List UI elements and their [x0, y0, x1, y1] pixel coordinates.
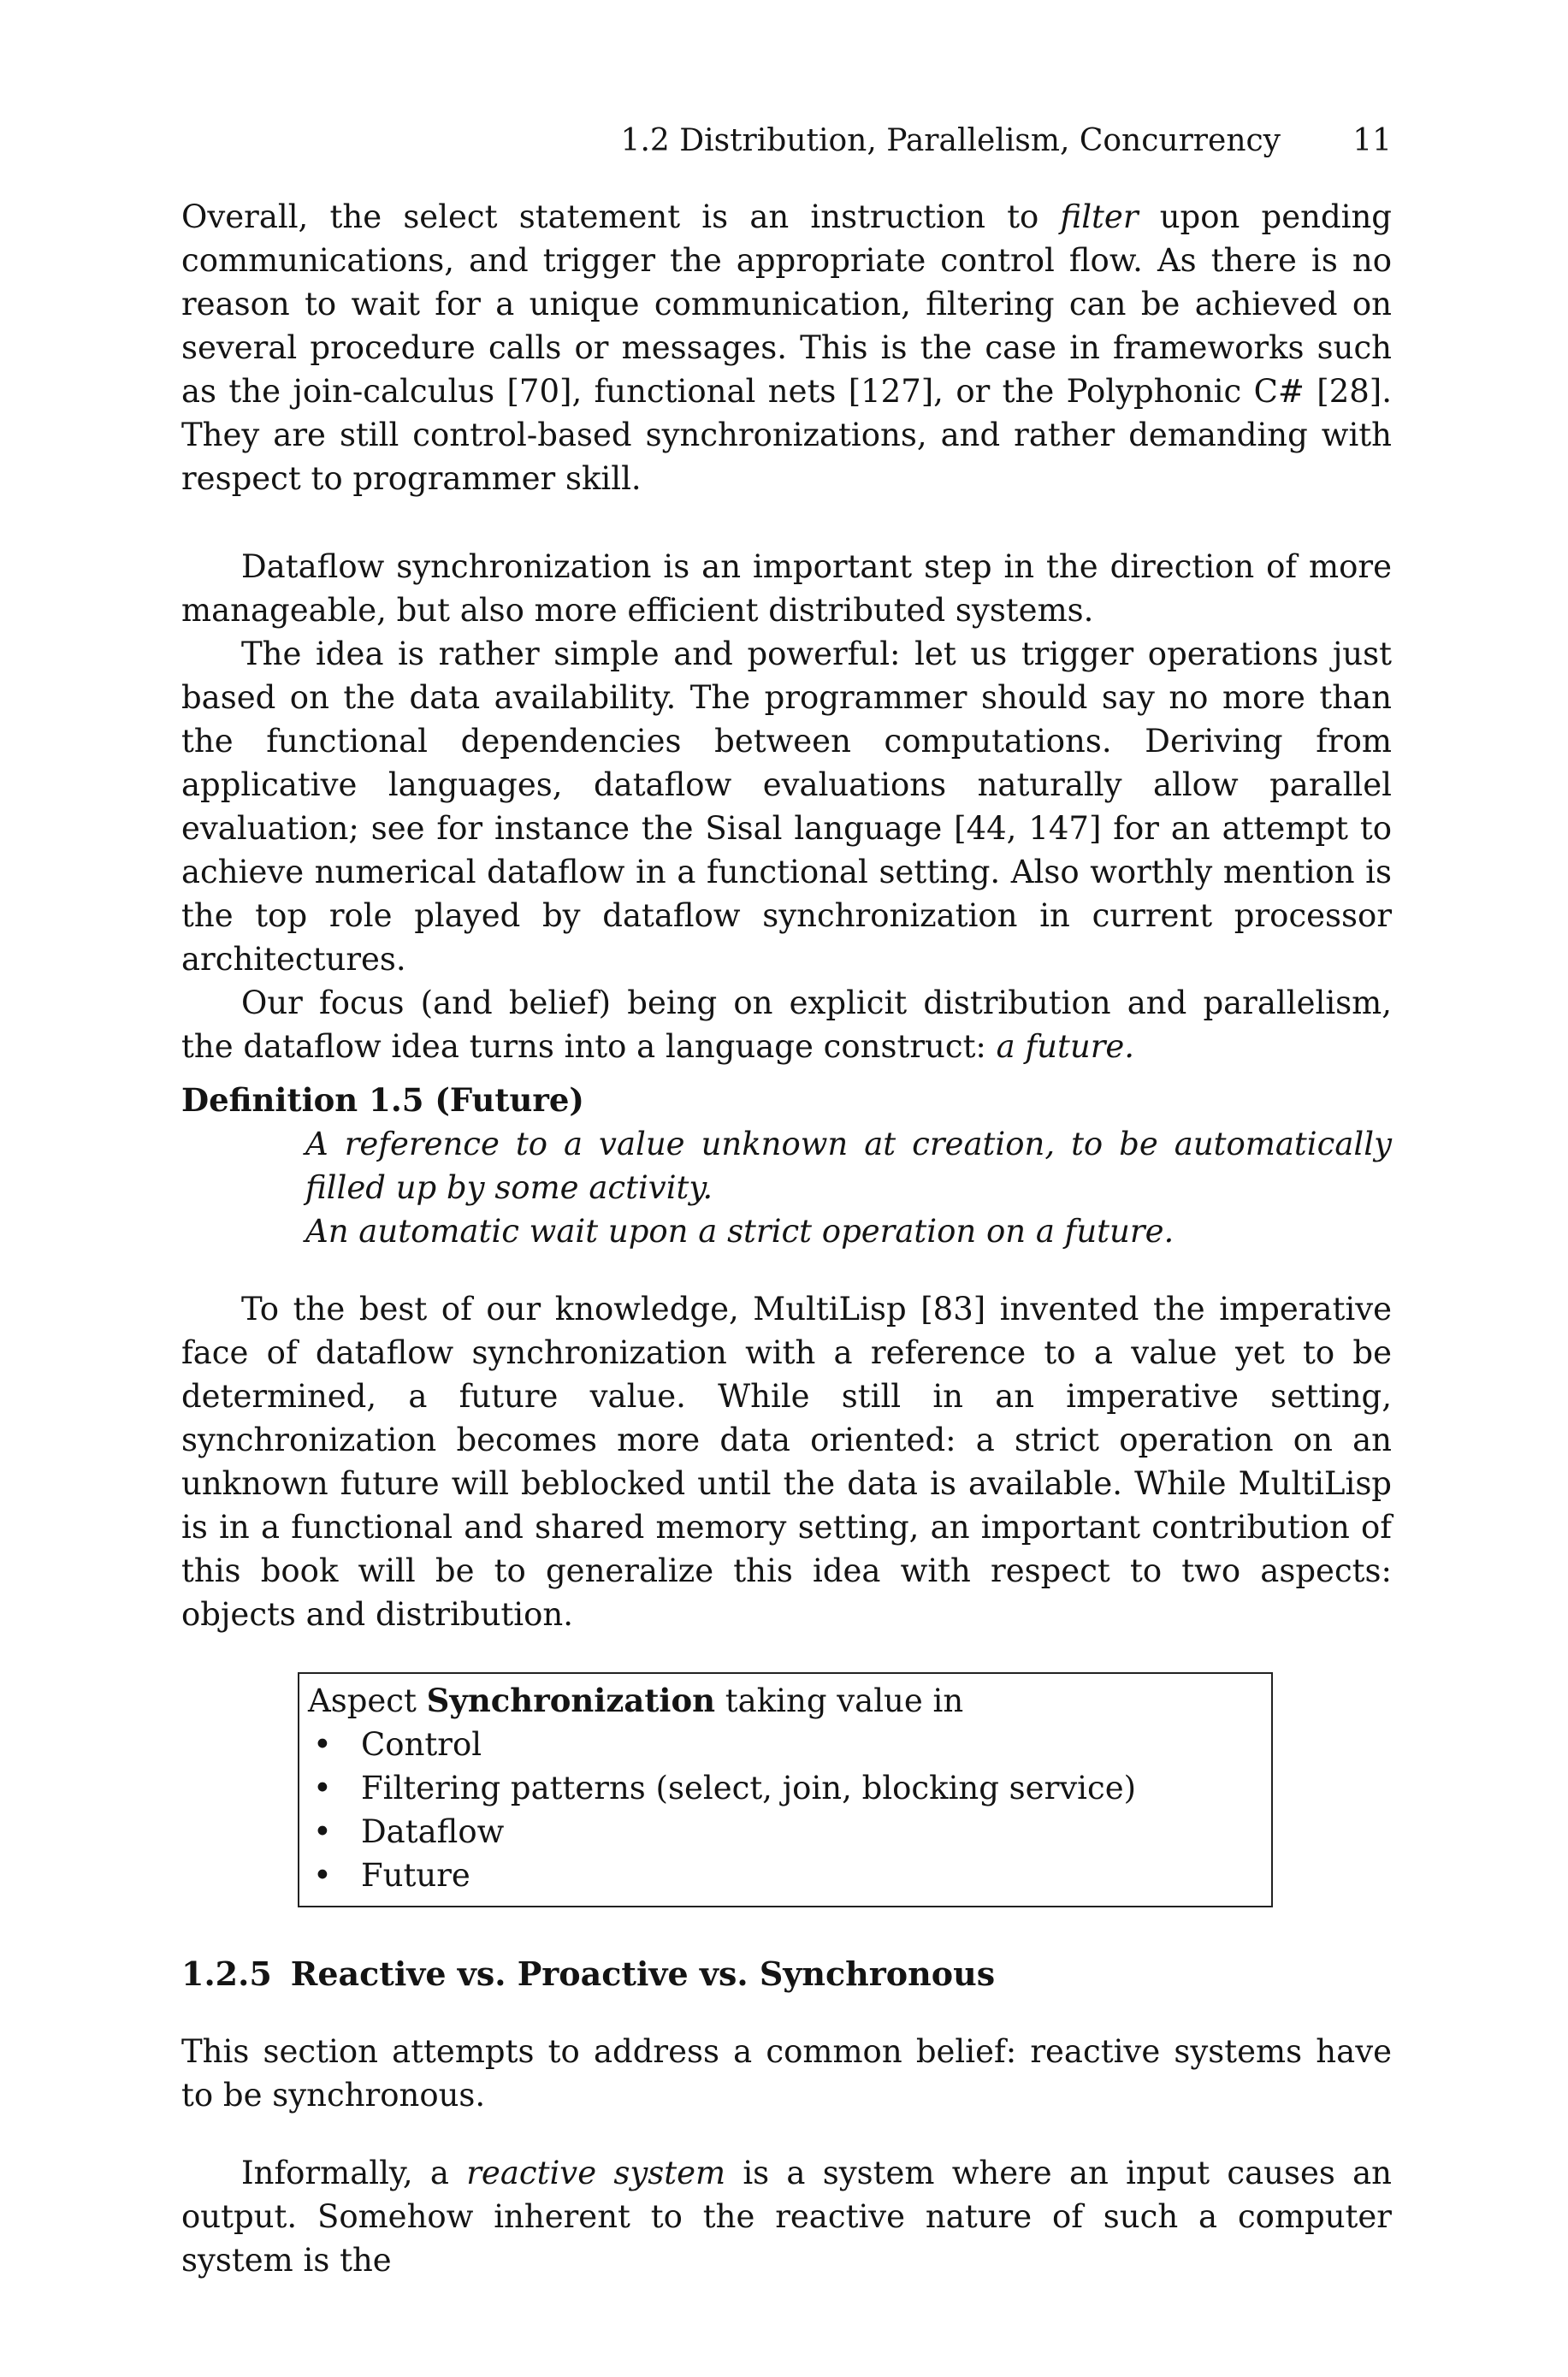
aspect-value-label: Dataflow	[361, 1813, 505, 1850]
bullet-icon: •	[313, 1857, 332, 1894]
aspect-box-title	[308, 1679, 1259, 1723]
running-head-title: 1.2 Distribution, Parallelism, Concurrency	[620, 123, 1281, 158]
paragraph-reactive-belief: This section attempts to address a common belief: reactive systems have to be synchronous.	[181, 2033, 1392, 2114]
aspect-value-list	[308, 1723, 1259, 1897]
aspect-box-synchronization	[298, 1672, 1273, 1907]
definition-heading: Definition 1.5 (Future)	[181, 1081, 584, 1119]
text-run: Informally, a	[241, 2155, 467, 2191]
aspect-value-item	[308, 1723, 1259, 1766]
body-text	[181, 195, 1392, 2282]
bullet-icon: •	[313, 1770, 332, 1806]
paragraph-dataflow-idea: The idea is rather simple and powerful: let us trigger operations just based on the data availability. The programmer should say no more than the functional dependencies between computations. Deriving from applicative languages, dataflow evaluations naturally allow parallel evaluation; see for instance the Sisal language [44, 147] for an attempt to achieve numerical dataflow in a functional setting. Also worthly mention is the top role played by dataflow synchronization in current processor architectures.	[181, 636, 1392, 978]
paragraph-reactive-system	[181, 2151, 1392, 2282]
paragraph-multilisp: To the best of our knowledge, MultiLisp [83] invented the imperative face of dataflow synchronization with a reference to a value yet to be determined, a future value. While still in an imperative setting, synchronization becomes more data oriented: a strict operation on an unknown future will beblocked until the data is available. While MultiLisp is in a functional and shared memory setting, an important contribution of this book will be to generalize this idea with respect to two aspects: objects and distribution.	[181, 1291, 1392, 1633]
aspect-value-item	[308, 1810, 1259, 1854]
definition-line-1: A reference to a value unknown at creation, to be automatically filled up by some activity.	[305, 1126, 1392, 1206]
text-run: is a system where an input causes an output. Somehow inherent to the reactive nature of such a computer system is the	[181, 2155, 1392, 2279]
emphasis-a-future: a future.	[996, 1028, 1135, 1065]
paragraph-select-statement	[181, 195, 1392, 500]
section-number: 1.2.5	[181, 1954, 272, 1993]
bullet-icon: •	[313, 1813, 332, 1850]
text-run: upon pending communications, and trigger the appropriate control flow. As there is no reason to wait for a unique communication, filtering can be achieved on several procedure calls or messages. This is the case in frameworks such as the join-calculus [70], functional nets [127], or the Polyphonic C# [28]. They are still control-based synchronizations, and rather demanding with respect to programmer skill.	[181, 198, 1392, 497]
emphasis-reactive-system: reactive system	[466, 2155, 726, 2191]
section-title: Reactive vs. Proactive vs. Synchronous	[290, 1954, 996, 1993]
emphasis-filter: filter	[1060, 198, 1139, 235]
page-number: 11	[1352, 123, 1392, 158]
aspect-suffix: taking value in	[715, 1682, 964, 1719]
definition-line-2: An automatic wait upon a strict operation on a future.	[305, 1213, 1175, 1250]
aspect-value-item	[308, 1854, 1259, 1897]
aspect-value-label: Control	[361, 1726, 482, 1763]
paragraph-future-construct	[181, 981, 1392, 1068]
section-heading	[181, 1952, 1392, 1996]
aspect-value-item	[308, 1766, 1259, 1810]
definition-future	[181, 1079, 1392, 1253]
bullet-icon: •	[313, 1726, 332, 1763]
running-head	[181, 120, 1392, 163]
aspect-name: Synchronization	[426, 1682, 716, 1719]
text-run: Overall, the select statement is an instruction to	[181, 198, 1061, 235]
definition-body	[305, 1122, 1392, 1253]
aspect-value-label: Filtering patterns (select, join, blocking service)	[361, 1770, 1137, 1806]
aspect-prefix: Aspect	[308, 1682, 427, 1719]
text-run: Our focus (and belief) being on explicit distribution and parallelism, the dataflow idea turns into a language construct:	[181, 985, 1392, 1065]
aspect-value-label: Future	[361, 1857, 470, 1894]
paragraph-dataflow-intro: Dataflow synchronization is an important step in the direction of more manageable, but also more efficient distributed systems.	[181, 548, 1392, 629]
